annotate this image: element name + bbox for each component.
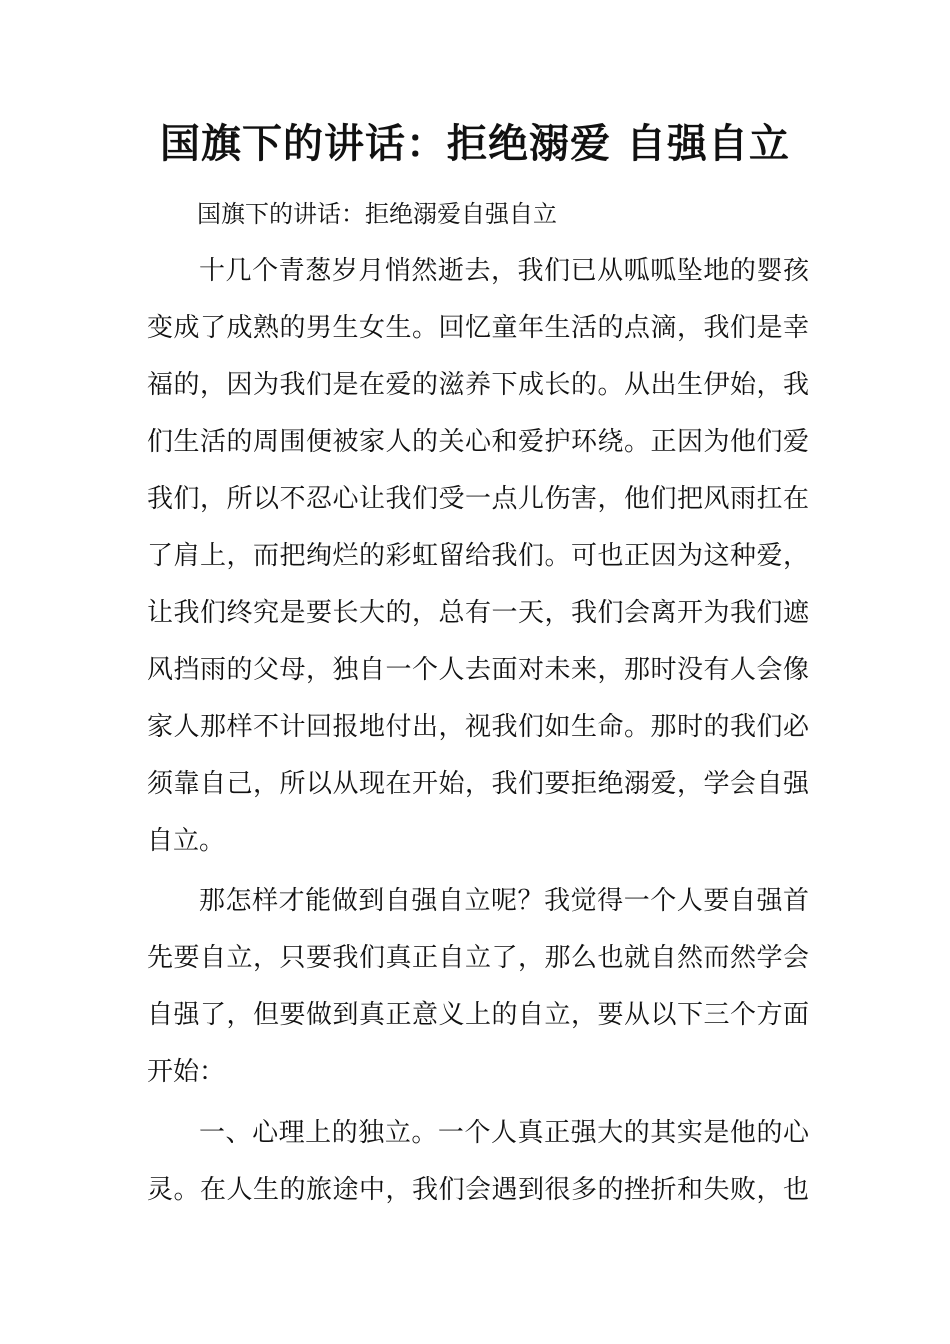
paragraph-line: 风挡雨的父母，独自一个人去面对未来，那时没有人会像 [147,655,809,685]
paragraph-line: 那怎样才能做到自强自立呢？我觉得一个人要自强首 [199,886,809,916]
paragraph-1 [147,243,809,870]
document-title: 国旗下的讲话：拒绝溺爱 自强自立 [160,121,790,167]
paragraph-line: 我们，所以不忍心让我们受一点儿伤害，他们把风雨扛在 [147,484,809,514]
paragraph-line: 福的，因为我们是在爱的滋养下成长的。从出生伊始，我 [147,370,809,400]
paragraph-line: 让我们终究是要长大的，总有一天，我们会离开为我们遮 [147,598,809,628]
paragraph-line: 变成了成熟的男生女生。回忆童年生活的点滴，我们是幸 [147,313,809,343]
paragraph-line: 们生活的周围便被家人的关心和爱护环绕。正因为他们爱 [147,427,809,457]
paragraph-line: 一、心理上的独立。一个人真正强大的其实是他的心 [199,1118,809,1148]
paragraph-line: 自立。 [147,826,226,856]
paragraph-line: 开始： [147,1057,226,1087]
paragraph-3 [147,1105,809,1219]
paragraph-line: 先要自立，只要我们真正自立了，那么也就自然而然学会 [147,943,809,973]
paragraph-2 [147,873,809,1101]
document-subtitle: 国旗下的讲话：拒绝溺爱自强自立 [197,200,557,228]
paragraph-line: 十几个青葱岁月悄然逝去，我们已从呱呱坠地的婴孩 [199,256,809,286]
paragraph-line: 须靠自己，所以从现在开始，我们要拒绝溺爱，学会自强 [147,769,809,799]
paragraph-line: 灵。在人生的旅途中，我们会遇到很多的挫折和失败，也 [147,1175,809,1205]
paragraph-line: 家人那样不计回报地付出，视我们如生命。那时的我们必 [147,712,809,742]
paragraph-line: 自强了，但要做到真正意义上的自立，要从以下三个方面 [147,1000,809,1030]
paragraph-line: 了肩上，而把绚烂的彩虹留给我们。可也正因为这种爱， [147,541,809,571]
